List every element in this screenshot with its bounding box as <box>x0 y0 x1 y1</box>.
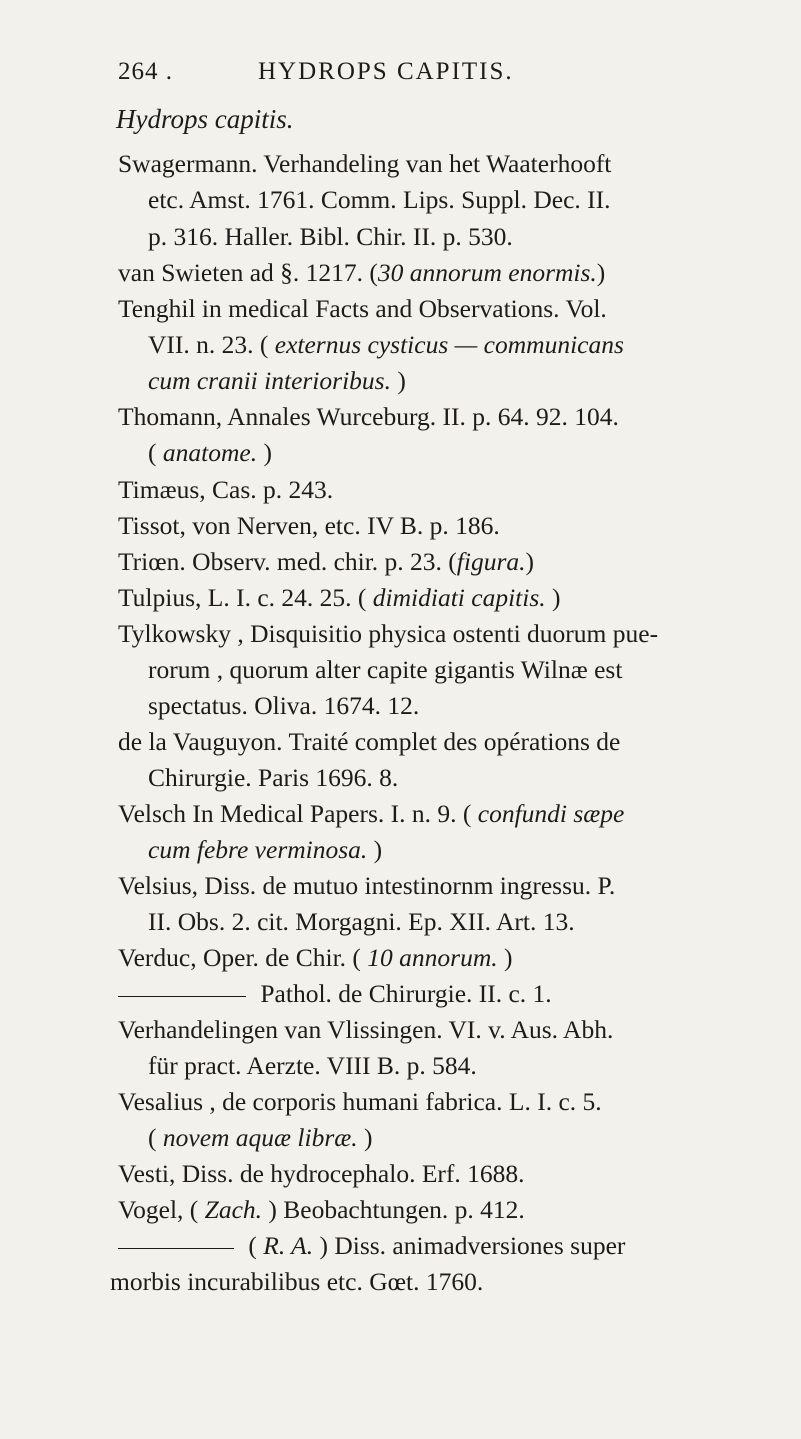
entry-line: p. 316. Haller. Bibl. Chir. II. p. 530. <box>148 222 513 251</box>
entry-line: VII. n. 23. ( externus cysticus — communicans <box>148 330 624 359</box>
entry-line: Vesalius , de corporis humani fabrica. L. I. c. 5. <box>118 1087 602 1116</box>
entry-line: ( R. A. ) Diss. animadversiones super <box>118 1231 625 1261</box>
entry-line: Tulpius, L. I. c. 24. 25. ( dimidiati capitis. ) <box>118 583 561 612</box>
entry-line: Tenghil in medical Facts and Observations. Vol. <box>118 294 607 323</box>
entry-line: ( novem aquæ libræ. ) <box>148 1123 373 1152</box>
entry-line: II. Obs. 2. cit. Morgagni. Ep. XII. Art. 13. <box>148 907 575 936</box>
entry-line: cum febre verminosa. ) <box>148 835 383 864</box>
entry-line: Verhandelingen van Vlissingen. VI. v. Aus. Abh. <box>118 1015 614 1044</box>
page-header <box>118 58 718 98</box>
ditto-rule <box>118 996 246 997</box>
page-number: 264 . <box>118 58 173 85</box>
entry-line: Pathol. de Chirurgie. II. c. 1. <box>118 979 552 1009</box>
entry-line: Tissot, von Nerven, etc. IV B. p. 186. <box>118 511 500 540</box>
entry-line: ( anatome. ) <box>148 438 272 467</box>
entry-line: Swagermann. Verhandeling van het Waaterhooft <box>118 149 612 178</box>
entry-line: etc. Amst. 1761. Comm. Lips. Suppl. Dec. II. <box>148 185 611 214</box>
entry-line: für pract. Aerzte. VIII B. p. 584. <box>148 1051 477 1080</box>
entry-line: Velsius, Diss. de mutuo intestinornm ingressu. P. <box>118 871 616 900</box>
entry-line: spectatus. Oliva. 1674. 12. <box>148 691 420 720</box>
entry-line: Triœn. Observ. med. chir. p. 23. (figura.) <box>118 547 535 576</box>
entry-line: de la Vauguyon. Traité complet des opérations de <box>118 727 621 756</box>
entry-line: rorum , quorum alter capite gigantis Wilnæ est <box>148 655 623 684</box>
entry-line: Tylkowsky , Disquisitio physica ostenti duorum pue- <box>118 619 659 648</box>
entry-line: van Swieten ad §. 1217. (30 annorum enormis.) <box>118 258 606 287</box>
entry-line: Velsch In Medical Papers. I. n. 9. ( confundi sæpe <box>118 799 625 828</box>
running-head: HYDROPS CAPITIS. <box>258 58 514 85</box>
section-title: Hydrops capitis. <box>116 104 294 134</box>
entry-line: cum cranii interioribus. ) <box>148 366 406 395</box>
entry-line: Thomann, Annales Wurceburg. II. p. 64. 92. 104. <box>118 402 619 431</box>
entry-line: Vesti, Diss. de hydrocephalo. Erf. 1688. <box>118 1159 525 1188</box>
entry-line: Verduc, Oper. de Chir. ( 10 annorum. ) <box>118 943 513 972</box>
entry-line: Vogel, ( Zach. ) Beobachtungen. p. 412. <box>118 1195 525 1224</box>
entry-line: Timæus, Cas. p. 243. <box>118 475 334 504</box>
entry-line: Chirurgie. Paris 1696. 8. <box>148 763 399 792</box>
entry-line: morbis incurabilibus etc. Gœt. 1760. <box>110 1267 484 1296</box>
ditto-rule <box>118 1248 234 1249</box>
